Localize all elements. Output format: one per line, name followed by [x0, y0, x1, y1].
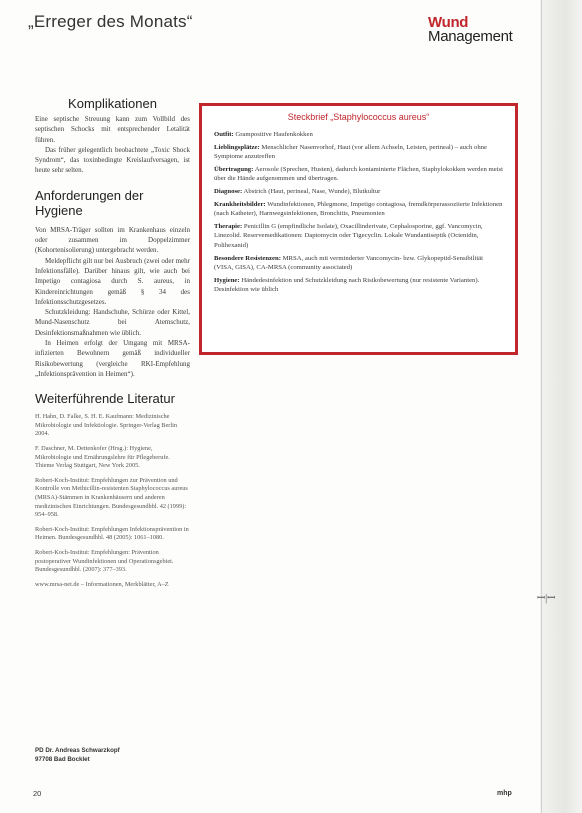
paragraph: Meldepflicht gilt nur bei Ausbruch (zwei oder mehr Infektionsfälle). Darüber hinaus gilt, wie auch bei Impetigo contagiosa durch S. aureus, in Kindereinrichtungen gemäß § 34 des Infektionsschutzgesetzes. — [35, 256, 190, 306]
profile-entry — [214, 187, 503, 197]
publisher-logo: mhp — [497, 790, 512, 797]
paragraph: Eine septische Streuung kann zum Vollbild des septischen Schocks mit entsprechender Letalität führen. — [35, 115, 190, 144]
reference-item: Robert-Koch-Institut: Empfehlungen zur Prävention und Kontrolle von Methicillin-resistenten Staphylococcus aureus (MRSA)-Stämmen in Krankenhäusern und anderen medizinischen Einrichtungen. Bundesgesundhbl. 42 (1999): 954–958. — [35, 476, 188, 519]
profile-entry — [214, 165, 503, 184]
left-column — [35, 96, 190, 595]
page-number: 20 — [33, 789, 42, 798]
journal-logo — [428, 16, 513, 44]
heading-hygiene: Anforderungen der Hygiene — [35, 187, 144, 218]
entry-label: Hygiene: — [214, 276, 240, 284]
profile-entry — [214, 222, 503, 251]
heading-literatur: Weiterführende Literatur — [35, 391, 175, 407]
page-gutter-line — [541, 0, 542, 813]
entry-text: Wundinfektionen, Phlegmone, Impetigo contagiosa, fremdkörperassoziierte Infektionen (nach Katheter), Harnwegsinfektionen, Bronchitis, Pneumonien — [214, 200, 503, 218]
entry-text: Penicillin G (empfindliche Isolate), Oxacillinderivate, Cephalosporine, ggf. Vancomycin, Linezolid. Reservemedikationen: Daptomycin oder Tigecyclin. Lokale Wundantiseptik (Octenidin, Polihexanid) — [214, 222, 483, 249]
entry-text: Menschlicher Nasenvorhof, Haut (vor allem Achseln, Leisten, perineal) – auch ohne Symptome anzutreffen — [214, 143, 487, 161]
entry-label: Besondere Resistenzen: — [214, 254, 281, 262]
reference-item: F. Daschner, M. Dettenkofer (Hrsg.): Hygiene, Mikrobiologie und Ernährungslehre für Pflegeberufe. Thieme Verlag Stuttgart, New York 2005. — [35, 445, 170, 470]
heading-komplikationen: Komplikationen — [68, 96, 157, 111]
paragraph: Das früher gelegentlich beobachtete „Toxic Shock Syndrom“, das toxinbedingte Kreislaufversagen, ist heute sehr selten. — [35, 145, 190, 175]
reference-link: www.mrsa-net.de – Informationen, Merkblätter, A–Z — [35, 580, 169, 588]
entry-label: Outfit: — [214, 131, 234, 138]
author-address: 97708 Bad Bocklet — [35, 756, 90, 763]
crop-mark: ꟷ|ꟷ — [537, 593, 556, 604]
entry-text: Händedesinfektion und Schutzkleidung nach Risikobewertung (nur resistente Varianten). Desinfektion wie üblich — [214, 276, 480, 294]
reference-item: Robert-Koch-Institut: Empfehlungen: Prävention postoperativer Wundinfektionen und Operationsgebiet. Bundesgesundhbl. (2007): 377–393. — [35, 548, 174, 574]
column-title: „Erreger des Monats“ — [28, 12, 193, 31]
paragraph: In Heimen erfolgt der Umgang mit MRSA-infizierten Bewohnern gemäß individueller Risikobewertung (vergleiche RKI-Empfehlung „Infektionsprävention in Heimen“). — [35, 339, 190, 378]
profile-title: Steckbrief „Staphylococcus aureus“ — [287, 112, 430, 122]
entry-text: Abstrich (Haut, perineal, Nase, Wunde), Blutkultur — [242, 187, 381, 195]
author-block — [35, 746, 120, 764]
entry-label: Krankheitsbilder: — [214, 200, 266, 208]
profile-body — [202, 130, 515, 295]
entry-label: Übertragung: — [214, 165, 254, 173]
reference-item: Robert-Koch-Institut: Empfehlungen Infektionsprävention in Heimen. Bundesgesundhbl. 48 (2005): 1061–1080. — [35, 525, 189, 542]
entry-text: Aerosole (Sprechen, Husten), dadurch kontaminierte Flächen, Staphylokokken werden meist über die Hände aufgenommen und übertragen. — [214, 165, 503, 183]
profile-entry — [214, 200, 503, 219]
paragraph: Von MRSA-Träger sollten im Krankenhaus einzeln oder zusammen im Doppelzimmer (Kohortenisolierung) untergebracht werden. — [35, 225, 190, 255]
paragraph: Schutzkleidung: Handschuhe, Schürze oder Kittel, Mund-Nasenschutz bei Atemschutz, Desinfektionsmaßnahmen wie üblich. — [35, 308, 190, 337]
reference-item: H. Hahn, D. Falke, S. H. E. Kaufmann: Medizinische Mikrobiologie und Infektiologie. Springer-Verlag Berlin 2004. — [35, 413, 178, 438]
entry-label: Lieblingsplätze: — [214, 143, 260, 151]
profile-entry — [214, 254, 503, 273]
entry-text: MRSA, auch mit verminderter Vancomycin- bzw. Glykopeptid-Sensibilität (VISA, GISA), CA-MRSA (community associated) — [214, 254, 484, 272]
profile-entry — [214, 130, 503, 140]
entry-text: Grampositive Haufenkokken — [233, 131, 313, 138]
logo-line-2: Management — [428, 28, 513, 45]
entry-label: Diagnose: — [214, 187, 243, 195]
entry-label: Therapie: — [214, 222, 243, 230]
profile-entry — [214, 276, 503, 295]
page-gutter-shadow — [540, 0, 582, 813]
profile-entry — [214, 143, 503, 162]
profile-box — [199, 103, 518, 355]
author-name: PD Dr. Andreas Schwarzkopf — [35, 747, 120, 754]
logo-line-1: Wund — [428, 14, 469, 31]
